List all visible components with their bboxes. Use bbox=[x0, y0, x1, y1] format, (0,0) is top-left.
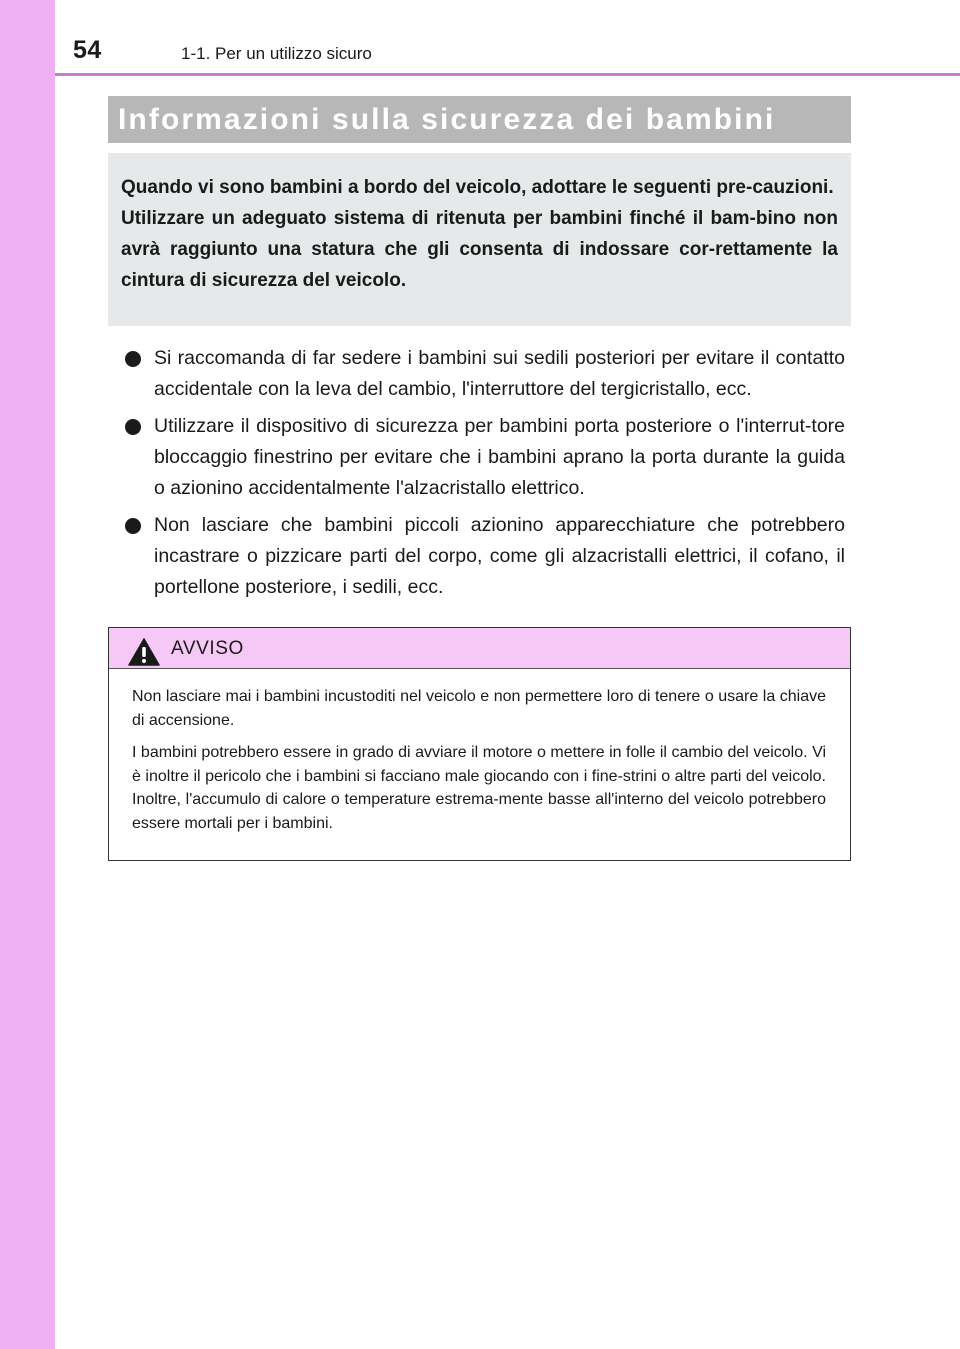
intro-text bbox=[121, 172, 838, 296]
bullet-icon bbox=[125, 518, 141, 534]
intro-paragraph: Utilizzare un adeguato sistema di ritenuta per bambini finché il bam-bino non avrà raggiunto una statura che gli consenta di indossare cor-rettamente la cintura di sicurezza del veicolo. bbox=[121, 208, 838, 291]
bullet-icon bbox=[125, 419, 141, 435]
bullet-list bbox=[124, 343, 845, 609]
warning-paragraph: I bambini potrebbero essere in grado di avviare il motore o mettere in folle il cambio del veicolo. Vi è inoltre il pericolo che i bambini si facciano male giocando con i fine-strini o altre parti del veicolo. Inoltre, l'accumulo di calore o temperature estrema-mente basse all'interno del veicolo potrebbero essere mortali per i bambini. bbox=[132, 744, 826, 832]
warning-title: AVVISO bbox=[171, 638, 244, 659]
breadcrumb: 1-1. Per un utilizzo sicuro bbox=[181, 44, 372, 63]
warning-body bbox=[132, 685, 826, 844]
bullet-text: Si raccomanda di far sedere i bambini sui sedili posteriori per evitare il contatto accidentale con la leva del cambio, l'interruttore del tergicristallo, ecc. bbox=[154, 347, 845, 400]
list-item bbox=[124, 510, 845, 603]
bullet-text: Utilizzare il dispositivo di sicurezza per bambini porta posteriore o l'interrut-tore bloccaggio finestrino per evitare che i bambini aprano la porta durante la guida o azionino accidentalmente l'alzacristallo elettrico. bbox=[154, 415, 845, 499]
page-number: 54 bbox=[73, 36, 102, 64]
intro-box bbox=[108, 153, 851, 326]
bullet-text: Non lasciare che bambini piccoli azionino apparecchiature che potrebbero incastrare o pizzicare parti del corpo, come gli alzacristalli elettrici, il cofano, il portellone posteriore, i sedili, ecc. bbox=[154, 514, 845, 598]
warning-box bbox=[108, 627, 851, 861]
list-item bbox=[124, 343, 845, 405]
warning-triangle-icon bbox=[128, 638, 160, 666]
header-rule bbox=[55, 73, 960, 76]
intro-paragraph: Quando vi sono bambini a bordo del veicolo, adottare le seguenti pre-cauzioni. bbox=[121, 177, 834, 198]
bullet-icon bbox=[125, 351, 141, 367]
warning-header bbox=[109, 628, 850, 669]
warning-paragraph: Non lasciare mai i bambini incustoditi nel veicolo e non permettere loro di tenere o usare la chiave di accensione. bbox=[132, 688, 826, 729]
section-title: Informazioni sulla sicurezza dei bambini bbox=[118, 103, 776, 136]
list-item bbox=[124, 411, 845, 504]
chapter-side-band bbox=[0, 0, 55, 1349]
section-title-bar bbox=[108, 96, 851, 143]
